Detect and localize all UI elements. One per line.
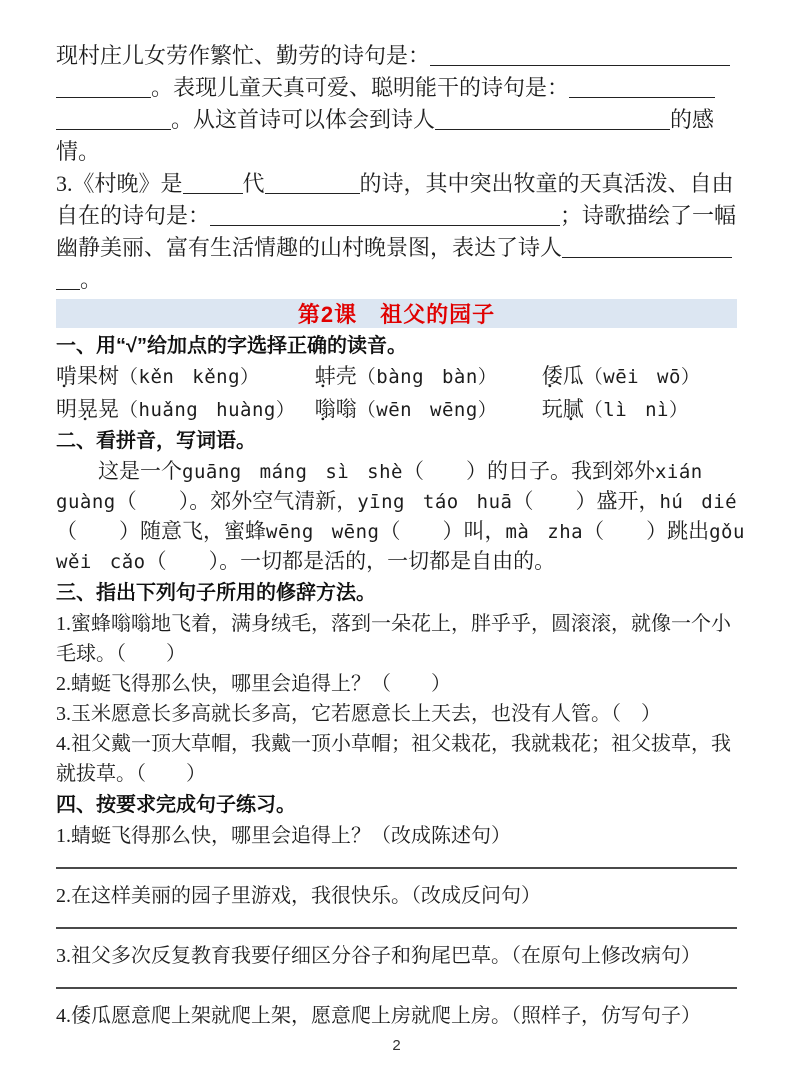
text-segment: yīng táo huā — [357, 491, 513, 513]
text-segment: 的感 — [670, 107, 715, 132]
text-segment: （ ）盛开， — [512, 489, 660, 513]
sentence-question[interactable]: 4.倭瓜愿意爬上架就爬上架，愿意爬上房就爬上房。（照样子，仿写句子） — [56, 1005, 701, 1027]
pinyin-choices[interactable]: （lì nì） — [583, 399, 689, 421]
text-segment: （ ）跳出 — [583, 519, 710, 543]
pinyin-paragraph-line[interactable] — [56, 487, 737, 517]
text-segment: guāng máng sì shè — [182, 461, 403, 483]
rhetoric-question[interactable]: 1.蜜蜂嗡嗡地飞着，满身绒毛，落到一朵花上，胖乎乎，圆滚滚，就像一个小毛球。（ ） — [56, 613, 731, 665]
poem-blank-line — [56, 40, 737, 72]
text-segment: （ ）。郊外空气清新， — [115, 489, 358, 513]
fill-blank[interactable] — [56, 269, 80, 290]
fill-blank[interactable] — [562, 237, 732, 258]
poem-blank-line — [56, 168, 737, 200]
text-segment: 代 — [242, 171, 265, 196]
fill-blank[interactable] — [569, 77, 715, 98]
dotted-word: 玩腻 — [541, 397, 584, 421]
poem-blank-line — [56, 104, 737, 136]
pinyin-paragraph-line[interactable] — [56, 457, 737, 487]
text-segment: 自在的诗句是： — [56, 203, 211, 228]
section-sentence-practice — [56, 792, 737, 1031]
pronunciation-item[interactable] — [56, 395, 315, 425]
pinyin-choices[interactable]: （huǎng huàng） — [119, 399, 296, 421]
text-segment: 。从这首诗可以体会到诗人 — [171, 107, 436, 132]
section1-heading: 一、用“√”给加点的字选择正确的读音。 — [56, 335, 407, 357]
section-pronunciation — [56, 333, 737, 425]
pinyin-paragraph-line[interactable] — [56, 517, 745, 547]
rhetoric-question[interactable]: 3.玉米愿意长多高就长多高，它若愿意长上天去，也没有人管。（ ） — [56, 703, 661, 725]
answer-line[interactable] — [56, 867, 737, 869]
poem-blank-line — [56, 232, 737, 264]
pinyin-choices[interactable]: （bàng bàn） — [356, 366, 498, 388]
fill-blank[interactable] — [56, 77, 151, 98]
fill-blank[interactable] — [435, 109, 670, 130]
poem-blank-line — [56, 200, 737, 232]
pronunciation-item[interactable] — [315, 362, 542, 392]
fill-blank[interactable] — [56, 109, 171, 130]
dotted-word: 嗡嗡 — [314, 397, 357, 421]
text-segment: （ ）叫， — [379, 519, 506, 543]
dotted-word: 啃果树 — [56, 364, 119, 388]
fill-blank[interactable] — [430, 45, 730, 66]
page-number: 2 — [392, 1037, 401, 1054]
section2-heading: 二、看拼音，写词语。 — [56, 430, 256, 452]
dotted-word: 明晃晃 — [56, 397, 119, 421]
dotted-word: 蚌壳 — [314, 364, 357, 388]
pinyin-choices[interactable]: （kěn kěng） — [119, 366, 260, 388]
rhetoric-question[interactable]: 4.祖父戴一顶大草帽，我戴一顶小草帽；祖父栽花，我就栽花；祖父拔草，我就拔草。（ ） — [56, 733, 731, 785]
text-segment: 。 — [80, 267, 103, 292]
fill-blank[interactable] — [265, 173, 360, 194]
text-segment: ；诗歌描绘了一幅 — [560, 203, 737, 228]
section-write-words — [56, 428, 745, 577]
pinyin-choices[interactable]: （wēn wēng） — [356, 399, 498, 421]
text-segment: 的诗，其中突出牧童的天真活泼、自由 — [359, 171, 734, 196]
lesson-banner — [56, 299, 737, 328]
fill-blank[interactable] — [183, 173, 243, 194]
text-segment: 幽静美丽、富有生活情趣的山村晚景图，表达了诗人 — [56, 235, 563, 260]
section3-heading: 三、指出下列句子所用的修辞方法。 — [56, 582, 376, 604]
sentence-question[interactable]: 3.祖父多次反复教育我要仔细区分谷子和狗尾巴草。（在原句上修改病句） — [56, 945, 701, 967]
pronunciation-item[interactable] — [56, 362, 315, 392]
answer-line[interactable] — [56, 927, 737, 929]
text-segment: guàng — [56, 491, 116, 513]
sentence-question[interactable]: 1.蜻蜓飞得那么快，哪里会追得上？（改成陈述句） — [56, 825, 511, 847]
dotted-word: 倭瓜 — [541, 364, 584, 388]
text-segment: hú dié — [659, 491, 738, 513]
answer-line[interactable] — [56, 987, 737, 989]
text-segment: 这是一个 — [56, 459, 182, 483]
text-segment: mà zha — [505, 521, 584, 543]
text-segment: wēng wēng — [266, 521, 380, 543]
text-segment: 3.《村晚》是 — [56, 171, 183, 196]
poem-blank-line — [56, 136, 737, 168]
text-segment: xián — [654, 461, 703, 483]
section4-heading: 四、按要求完成句子练习。 — [56, 794, 296, 816]
text-segment: （ ）随意飞，蜜蜂 — [56, 519, 266, 543]
lesson-title: 第2课 祖父的园子 — [297, 302, 496, 327]
text-segment: 现村庄儿女劳作繁忙、勤劳的诗句是： — [56, 43, 431, 68]
pronunciation-item[interactable] — [542, 395, 737, 425]
pronunciation-item[interactable] — [542, 362, 737, 392]
pronunciation-item[interactable] — [315, 395, 542, 425]
fill-blank[interactable] — [210, 205, 560, 226]
text-segment: 情。 — [56, 139, 101, 164]
poem-review-section — [56, 40, 737, 296]
text-segment: wěi cǎo — [56, 551, 146, 573]
text-segment: gǒu — [709, 521, 745, 543]
text-segment: （ ）的日子。我到郊外 — [402, 459, 655, 483]
sentence-question[interactable]: 2.在这样美丽的园子里游戏，我很快乐。（改成反问句） — [56, 885, 541, 907]
section-rhetoric — [56, 580, 737, 789]
rhetoric-question[interactable]: 2.蜻蜓飞得那么快，哪里会追得上？（ ） — [56, 673, 451, 695]
pinyin-choices[interactable]: （wēi wō） — [583, 366, 701, 388]
pinyin-paragraph-line[interactable] — [56, 547, 737, 577]
poem-blank-line — [56, 264, 737, 296]
poem-blank-line — [56, 72, 737, 104]
text-segment: 。表现儿童天真可爱、聪明能干的诗句是： — [151, 75, 570, 100]
pronunciation-grid — [56, 362, 737, 425]
text-segment: （ ）。一切都是活的，一切都是自由的。 — [145, 549, 556, 573]
